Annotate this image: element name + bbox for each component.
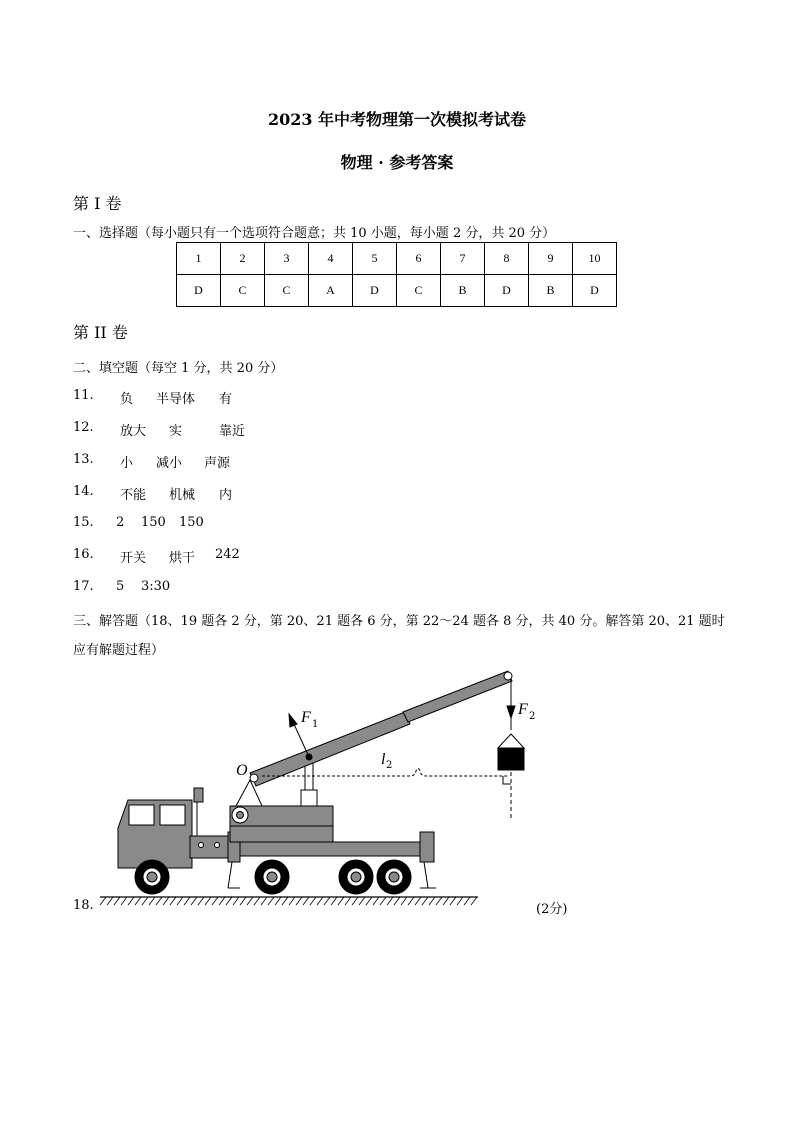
table-cell-number: 8 xyxy=(485,243,529,275)
answer-item: 声源 xyxy=(204,456,231,471)
answer-item: 内 xyxy=(219,488,233,503)
table-row xyxy=(177,243,617,275)
table-cell-number: 4 xyxy=(309,243,353,275)
mc-answer-table xyxy=(176,242,617,307)
table-cell-answer: D xyxy=(485,275,529,307)
table-cell-answer: D xyxy=(353,275,397,307)
wheel xyxy=(135,860,169,894)
page-subtitle: 物理 · 参考答案 xyxy=(340,153,454,172)
table-cell-number: 6 xyxy=(397,243,441,275)
table-cell-number: 2 xyxy=(221,243,265,275)
mc-section-title: 一、选择题（每小题只有一个选项符合题意；共 10 小题，每小题 2 分，共 20 分） xyxy=(73,226,556,241)
question-number: 16. xyxy=(73,547,94,562)
question-number: 13. xyxy=(73,452,94,467)
wheel xyxy=(339,860,373,894)
table-cell-answer: C xyxy=(397,275,441,307)
answer-item: 半导体 xyxy=(156,392,196,407)
answer-item: 负 xyxy=(120,392,134,407)
answer-item: 减小 xyxy=(156,456,183,471)
answer-item: 实 xyxy=(169,424,183,439)
part1-heading: 第 I 卷 xyxy=(73,194,122,213)
table-cell-number: 10 xyxy=(573,243,617,275)
table-cell-answer: A xyxy=(309,275,353,307)
table-cell-answer: B xyxy=(529,275,573,307)
question-number: 12. xyxy=(73,420,94,435)
table-cell-answer: D xyxy=(177,275,221,307)
q18-number: 18. xyxy=(73,898,94,913)
table-cell-number: 1 xyxy=(177,243,221,275)
crane-lever-diagram xyxy=(0,660,794,920)
table-cell-number: 7 xyxy=(441,243,485,275)
arm-l2-label: l xyxy=(381,751,386,768)
answer-item: 开关 xyxy=(120,551,147,566)
answer-item: 242 xyxy=(215,547,240,562)
table-cell-answer: C xyxy=(265,275,309,307)
pivot-o-label: O xyxy=(236,762,248,779)
crane-boom xyxy=(250,671,512,786)
wheel xyxy=(377,860,411,894)
answer-item: 有 xyxy=(219,392,233,407)
ground-hatch xyxy=(100,897,478,905)
wheel xyxy=(255,860,289,894)
table-cell-answer: D xyxy=(573,275,617,307)
table-cell-answer: B xyxy=(441,275,485,307)
answer-item: 放大 xyxy=(120,424,147,439)
table-row xyxy=(177,275,617,307)
solve-section-title-line1: 三、解答题（18、19 题各 2 分，第 20、21 题各 6 分，第 22～24 题各 8 分，共 40 分。解答第 20、21 题时 xyxy=(73,614,725,629)
force-f1-label: F xyxy=(301,709,311,726)
answer-item: 小 xyxy=(120,456,134,471)
force-f1-subscript: 1 xyxy=(312,719,319,730)
table-cell-number: 3 xyxy=(265,243,309,275)
answer-item: 150 xyxy=(179,515,204,530)
question-number: 14. xyxy=(73,484,94,499)
q18-score: (2分) xyxy=(536,902,568,917)
answer-item: 3:30 xyxy=(141,579,171,594)
answer-item: 5 xyxy=(116,579,125,594)
question-number: 11. xyxy=(73,388,94,403)
answer-item: 不能 xyxy=(120,488,147,503)
question-number: 15. xyxy=(73,515,94,530)
fill-section-title: 二、填空题（每空 1 分，共 20 分） xyxy=(73,361,284,376)
table-cell-number: 9 xyxy=(529,243,573,275)
question-number: 17. xyxy=(73,579,94,594)
page-title: 2023 年中考物理第一次模拟考试卷 xyxy=(267,110,527,129)
arm-l2-subscript: 2 xyxy=(386,760,393,771)
part2-heading: 第 II 卷 xyxy=(73,323,128,342)
force-f2-subscript: 2 xyxy=(529,711,536,722)
solve-section-title-line2: 应有解题过程） xyxy=(73,643,165,658)
force-f2-label: F xyxy=(518,701,528,718)
answer-item: 2 xyxy=(116,515,125,530)
answer-item: 烘干 xyxy=(169,551,196,566)
answer-item: 靠近 xyxy=(219,424,246,439)
answer-item: 150 xyxy=(141,515,166,530)
table-cell-answer: C xyxy=(221,275,265,307)
answer-item: 机械 xyxy=(169,488,196,503)
table-cell-number: 5 xyxy=(353,243,397,275)
